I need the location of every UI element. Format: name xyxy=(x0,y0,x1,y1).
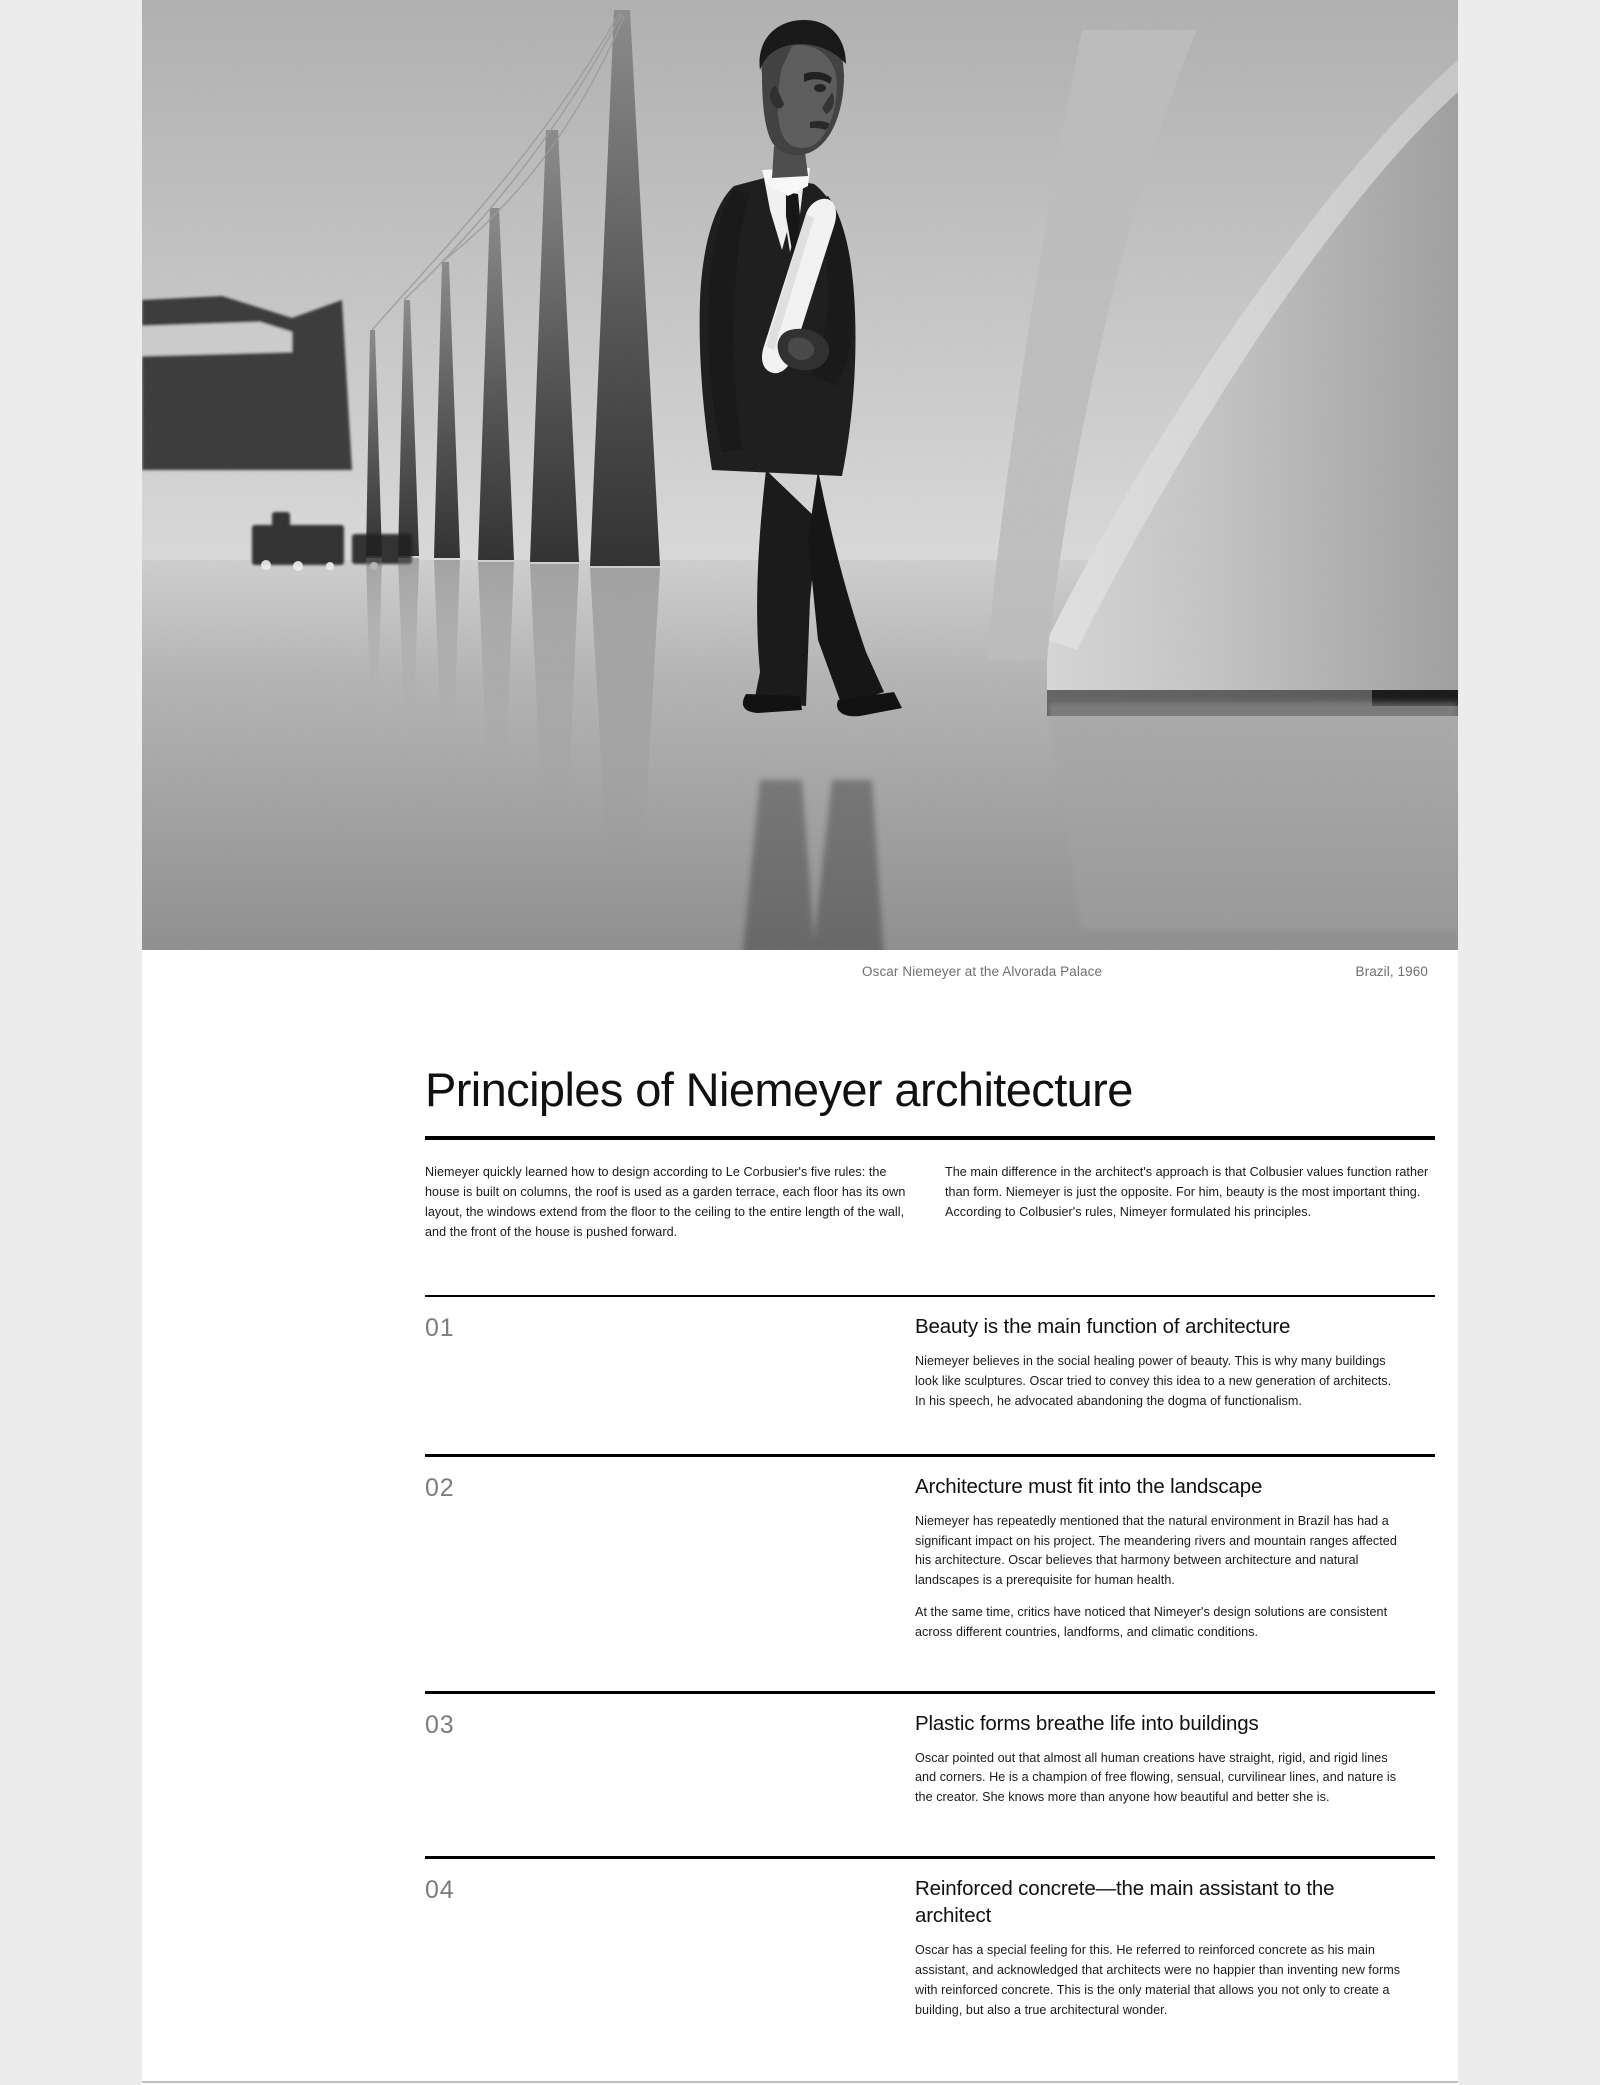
niemeyer-photograph-icon xyxy=(142,0,1458,950)
principle-item-01 xyxy=(425,1297,1435,1412)
principle-heading-02: Architecture must fit into the landscape xyxy=(915,1474,1263,1498)
principle-body-04 xyxy=(915,1875,1405,2021)
principle-paragraph-04-1: Oscar has a special feeling for this. He referred to reinforced concrete as his main assistant, and acknowledged that architects were no happier than inventing new forms with reinforced concrete. This is the only material that allows you not only to create a building, but also a true architectural wonder. xyxy=(915,1942,1401,2017)
principle-item-02 xyxy=(425,1457,1435,1643)
intro-columns xyxy=(425,1163,1435,1243)
page-title: Principles of Niemeyer architecture xyxy=(425,1063,1133,1116)
intro-paragraph-left: Niemeyer quickly learned how to design according to Le Corbusier's five rules: the house is built on columns, the roof is used as a garden terrace, each floor has its own layout, the windows extend from the floor to the ceiling to the entire length of the wall, and the front of the house is pushed forward. xyxy=(425,1165,906,1240)
photo-caption-text: Oscar Niemeyer at the Alvorada Palace xyxy=(862,964,1103,979)
title-divider xyxy=(425,1136,1435,1140)
principle-item-04 xyxy=(425,1859,1435,2021)
principle-heading-01: Beauty is the main function of architecture xyxy=(915,1315,1291,1339)
principle-body-03 xyxy=(915,1710,1405,1809)
principle-heading-03: Plastic forms breathe life into buildings xyxy=(915,1711,1259,1735)
principle-paragraph-02-2: At the same time, critics have noticed that Nimeyer's design solutions are consistent across different countries, landforms, and climatic conditions. xyxy=(915,1605,1388,1640)
principle-number-01: 01 xyxy=(425,1314,455,1343)
photo-location-year: Brazil, 1960 xyxy=(1355,964,1428,979)
principle-heading-04: Reinforced concrete—the main assistant to the architect xyxy=(915,1876,1335,1927)
principle-paragraph-03-1: Oscar pointed out that almost all human creations have straight, rigid, and rigid lines and corners. He is a champion of free flowing, sensual, curvilinear lines, and nature is the creator. She knows more than anyone how beautiful and better she is. xyxy=(915,1750,1397,1805)
photo-caption-row xyxy=(142,950,1458,979)
principle-paragraph-01-1: Niemeyer believes in the social healing power of beauty. This is why many buildings look like sculptures. Oscar tried to convey this idea to a new generation of architects. In his speech, he advocated abandoning the dogma of functionalism. xyxy=(915,1354,1392,1409)
principle-number-04: 04 xyxy=(425,1875,455,1904)
intro-paragraph-right: The main difference in the architect's approach is that Colbusier values function rather than form. Niemeyer is just the opposite. For him, beauty is the most important thing. According to Colbusier's rules, Nimeyer formulated his principles. xyxy=(945,1165,1429,1220)
principle-body-01 xyxy=(915,1313,1405,1412)
principle-paragraph-02-1: Niemeyer has repeatedly mentioned that the natural environment in Brazil has had a significant impact on his project. The meandering rivers and mountain ranges affected his architecture. Oscar believes that harmony between architecture and natural landscapes is a prerequisite for human health. xyxy=(915,1513,1397,1588)
article-content xyxy=(425,1065,1435,2020)
principle-number-02: 02 xyxy=(425,1473,455,1502)
principle-item-03 xyxy=(425,1694,1435,1809)
page-bottom-edge xyxy=(142,2081,1458,2083)
article-panel xyxy=(142,0,1458,2085)
principle-body-02 xyxy=(915,1473,1405,1643)
hero-photo xyxy=(142,0,1458,950)
principle-number-03: 03 xyxy=(425,1710,455,1739)
